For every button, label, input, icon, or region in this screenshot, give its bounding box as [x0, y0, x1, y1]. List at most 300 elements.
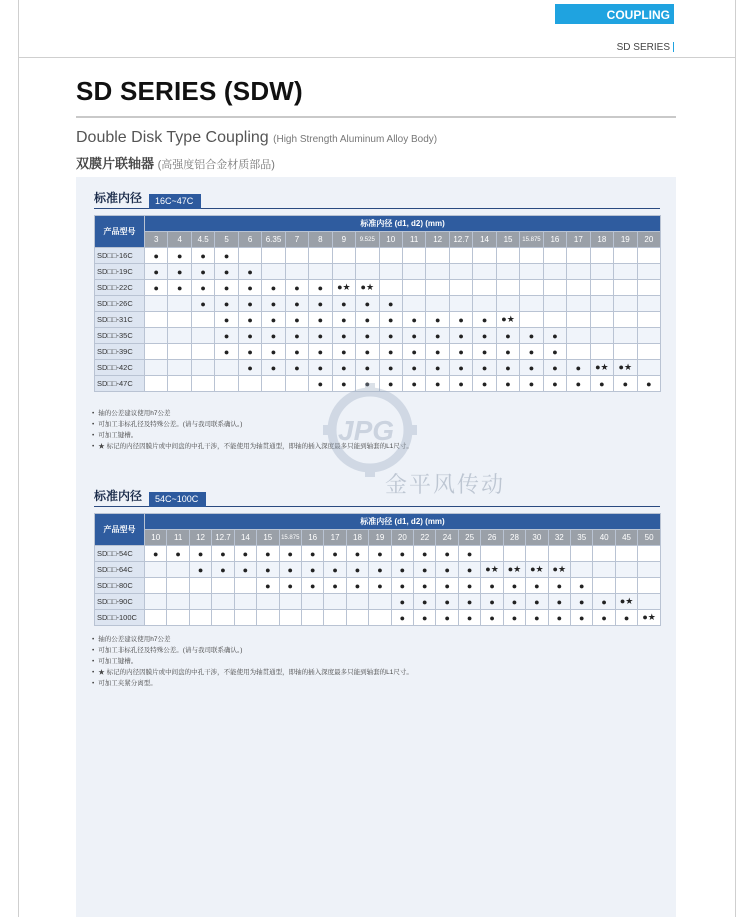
- availability-cell: ●: [543, 328, 566, 344]
- availability-cell: ●: [301, 562, 323, 578]
- availability-cell: [191, 360, 214, 376]
- availability-cell: [496, 280, 519, 296]
- availability-cell: [168, 344, 191, 360]
- availability-cell: [285, 264, 308, 280]
- availability-cell: [167, 562, 189, 578]
- availability-cell: [379, 248, 402, 264]
- availability-cell: [212, 578, 234, 594]
- availability-cell: [168, 376, 191, 392]
- availability-cell: ●: [301, 578, 323, 594]
- availability-cell: [379, 264, 402, 280]
- availability-cell: [614, 280, 637, 296]
- availability-cell: ●: [369, 546, 391, 562]
- table-row: [95, 546, 661, 562]
- availability-cell: [145, 562, 167, 578]
- availability-cell: ●: [279, 578, 301, 594]
- model-name-cell: SD□□-22C: [95, 280, 145, 296]
- availability-cell: ●: [548, 578, 570, 594]
- availability-cell: ●: [481, 578, 503, 594]
- availability-cell: [189, 578, 211, 594]
- bore-size-header: 24: [436, 530, 458, 546]
- availability-cell: [567, 248, 590, 264]
- availability-cell: ●: [526, 610, 548, 626]
- watermark-text: 金平风传动: [385, 472, 506, 497]
- availability-cell: ●: [145, 264, 168, 280]
- table-row: [95, 296, 661, 312]
- availability-cell: [615, 578, 637, 594]
- availability-cell: ●: [234, 546, 256, 562]
- availability-cell: ●: [309, 312, 332, 328]
- availability-cell: [191, 376, 214, 392]
- bore-size-header: 18: [346, 530, 368, 546]
- availability-cell: ●: [426, 328, 449, 344]
- availability-cell: ●: [458, 562, 480, 578]
- availability-cell: ●: [285, 296, 308, 312]
- availability-cell: [234, 594, 256, 610]
- availability-cell: ●: [379, 376, 402, 392]
- availability-cell: [168, 296, 191, 312]
- model-name-cell: SD□□-100C: [95, 610, 145, 626]
- availability-cell: ●: [309, 360, 332, 376]
- availability-cell: ●: [168, 248, 191, 264]
- availability-cell: ●: [262, 328, 285, 344]
- availability-cell: ●: [262, 344, 285, 360]
- availability-cell: [324, 610, 346, 626]
- section1-range-badge: 16C~47C: [149, 194, 201, 209]
- availability-cell: ●: [285, 280, 308, 296]
- availability-cell: [215, 360, 238, 376]
- availability-cell: ●★: [590, 360, 613, 376]
- availability-cell: ●: [212, 546, 234, 562]
- availability-cell: [567, 328, 590, 344]
- model-name-cell: SD□□-42C: [95, 360, 145, 376]
- availability-cell: [212, 594, 234, 610]
- availability-cell: [473, 248, 496, 264]
- availability-cell: ●: [391, 546, 413, 562]
- availability-cell: [590, 312, 613, 328]
- availability-cell: [614, 312, 637, 328]
- availability-cell: ●: [436, 594, 458, 610]
- availability-cell: ●★: [496, 312, 519, 328]
- availability-cell: [593, 546, 615, 562]
- availability-cell: ●: [473, 312, 496, 328]
- availability-cell: ●: [481, 594, 503, 610]
- availability-cell: ●: [215, 312, 238, 328]
- note-item: • ★ 标记的内径因膜片或中间盘的中孔干涉，不能使用为轴贯通型，即轴的插入深度最多只能到轴套的L1尺寸。: [92, 667, 413, 678]
- availability-cell: [638, 578, 661, 594]
- availability-cell: ●: [189, 546, 211, 562]
- availability-cell: [309, 248, 332, 264]
- availability-cell: [615, 546, 637, 562]
- availability-cell: [543, 264, 566, 280]
- availability-cell: ●: [309, 376, 332, 392]
- availability-cell: ●: [379, 312, 402, 328]
- category-badge: COUPLING: [555, 4, 674, 24]
- availability-cell: ●: [567, 360, 590, 376]
- availability-cell: ●: [567, 376, 590, 392]
- availability-cell: [262, 248, 285, 264]
- availability-cell: [593, 578, 615, 594]
- availability-cell: ●: [458, 610, 480, 626]
- table-row: [95, 328, 661, 344]
- bore-size-header: 18: [590, 232, 613, 248]
- availability-cell: ●: [167, 546, 189, 562]
- availability-cell: [332, 248, 355, 264]
- availability-cell: [590, 344, 613, 360]
- availability-cell: ●: [414, 594, 436, 610]
- availability-cell: ●: [593, 610, 615, 626]
- availability-cell: ●: [414, 562, 436, 578]
- availability-cell: ●: [473, 360, 496, 376]
- availability-cell: ●: [614, 376, 637, 392]
- section2-notes: [92, 634, 413, 689]
- availability-cell: ●: [458, 578, 480, 594]
- availability-cell: ●: [571, 610, 593, 626]
- availability-cell: [449, 296, 472, 312]
- availability-cell: [145, 610, 167, 626]
- availability-cell: ●: [215, 264, 238, 280]
- note-item: • 可加工非标孔径及特殊公差。(请与我司联系确认。): [92, 645, 413, 656]
- availability-cell: ●: [402, 376, 425, 392]
- availability-cell: [590, 264, 613, 280]
- model-column-header: 产品型号: [95, 216, 145, 248]
- availability-cell: [332, 264, 355, 280]
- bore-size-header: 17: [324, 530, 346, 546]
- bore-size-header: 50: [638, 530, 661, 546]
- availability-cell: ●: [356, 344, 379, 360]
- availability-cell: ●: [309, 344, 332, 360]
- section1-notes: [92, 408, 413, 452]
- availability-cell: ●: [543, 376, 566, 392]
- availability-cell: ●: [356, 328, 379, 344]
- availability-cell: ●: [309, 280, 332, 296]
- availability-cell: [567, 264, 590, 280]
- bore-size-header: 6.35: [262, 232, 285, 248]
- availability-cell: ●: [191, 248, 214, 264]
- availability-cell: ●: [458, 594, 480, 610]
- availability-cell: ●: [402, 360, 425, 376]
- availability-cell: ●: [215, 296, 238, 312]
- availability-cell: ●: [391, 594, 413, 610]
- availability-cell: ●: [414, 546, 436, 562]
- availability-cell: [638, 594, 661, 610]
- bore-size-header: 22: [414, 530, 436, 546]
- availability-cell: ●: [309, 296, 332, 312]
- availability-cell: [168, 312, 191, 328]
- availability-cell: [615, 562, 637, 578]
- model-name-cell: SD□□-90C: [95, 594, 145, 610]
- availability-cell: ●: [285, 344, 308, 360]
- bore-size-header: 26: [481, 530, 503, 546]
- table-row: [95, 610, 661, 626]
- availability-cell: [614, 344, 637, 360]
- series-tag: [560, 42, 674, 53]
- bore-size-header: 14: [234, 530, 256, 546]
- availability-cell: [301, 610, 323, 626]
- availability-cell: [145, 328, 168, 344]
- bore-size-header: 11: [167, 530, 189, 546]
- availability-cell: [520, 280, 543, 296]
- availability-cell: [402, 280, 425, 296]
- availability-cell: [449, 264, 472, 280]
- note-item: • ★ 标记的内径因膜片或中间盘的中孔干涉，不能使用为轴贯通型，即轴的插入深度最多只能到轴套的L1尺寸。: [92, 441, 413, 452]
- availability-cell: ●: [503, 594, 525, 610]
- bore-size-header: 4.5: [191, 232, 214, 248]
- bore-size-header: 14: [473, 232, 496, 248]
- availability-cell: ●: [473, 344, 496, 360]
- availability-cell: [145, 344, 168, 360]
- availability-cell: [638, 562, 661, 578]
- availability-cell: [145, 376, 168, 392]
- availability-cell: [238, 376, 261, 392]
- availability-cell: ●: [356, 312, 379, 328]
- availability-cell: ●: [191, 296, 214, 312]
- availability-cell: [168, 328, 191, 344]
- availability-cell: ●: [637, 376, 661, 392]
- bore-size-header: 32: [548, 530, 570, 546]
- availability-cell: ●: [379, 328, 402, 344]
- availability-cell: [520, 296, 543, 312]
- availability-cell: ●: [262, 360, 285, 376]
- availability-cell: [520, 264, 543, 280]
- availability-cell: [356, 248, 379, 264]
- availability-cell: ●: [436, 562, 458, 578]
- availability-cell: [215, 376, 238, 392]
- bore-size-header: 19: [614, 232, 637, 248]
- availability-cell: ●: [548, 594, 570, 610]
- table-row: [95, 264, 661, 280]
- availability-cell: ●: [402, 312, 425, 328]
- model-name-cell: SD□□-64C: [95, 562, 145, 578]
- availability-cell: ●: [332, 344, 355, 360]
- availability-cell: [503, 546, 525, 562]
- availability-cell: ●: [548, 610, 570, 626]
- availability-cell: ●: [543, 344, 566, 360]
- availability-cell: ●: [402, 344, 425, 360]
- availability-cell: [567, 312, 590, 328]
- availability-cell: ●: [481, 610, 503, 626]
- availability-cell: [637, 344, 661, 360]
- availability-cell: [167, 594, 189, 610]
- availability-cell: ●: [279, 562, 301, 578]
- availability-cell: ●: [379, 344, 402, 360]
- availability-cell: ●: [414, 578, 436, 594]
- bore-size-header: 15.875: [520, 232, 543, 248]
- bore-size-header: 16: [301, 530, 323, 546]
- availability-cell: [145, 360, 168, 376]
- model-name-cell: SD□□-35C: [95, 328, 145, 344]
- availability-cell: ●: [496, 328, 519, 344]
- availability-cell: [301, 594, 323, 610]
- availability-cell: ●: [436, 546, 458, 562]
- availability-cell: ●: [346, 578, 368, 594]
- subtitle-chinese-main: 双膜片联轴器: [76, 156, 155, 171]
- bore-size-header: 7: [285, 232, 308, 248]
- availability-cell: [324, 594, 346, 610]
- availability-cell: ●: [332, 296, 355, 312]
- availability-cell: [637, 328, 661, 344]
- availability-cell: ●: [168, 280, 191, 296]
- availability-cell: ●: [615, 610, 637, 626]
- availability-cell: [473, 264, 496, 280]
- table-row: [95, 248, 661, 264]
- availability-cell: ●: [145, 546, 167, 562]
- availability-cell: ●: [449, 376, 472, 392]
- availability-cell: ●: [414, 610, 436, 626]
- availability-cell: [346, 594, 368, 610]
- availability-cell: ●: [520, 360, 543, 376]
- model-name-cell: SD□□-39C: [95, 344, 145, 360]
- availability-cell: [637, 280, 661, 296]
- availability-cell: ●: [503, 578, 525, 594]
- availability-cell: ●★: [614, 360, 637, 376]
- table-row: [95, 594, 661, 610]
- model-name-cell: SD□□-31C: [95, 312, 145, 328]
- subtitle-english-main: Double Disk Type Coupling: [76, 129, 269, 146]
- table-row: [95, 562, 661, 578]
- availability-cell: ●: [238, 328, 261, 344]
- bore-table-16c-47c: [94, 215, 661, 392]
- availability-cell: ●: [436, 610, 458, 626]
- availability-cell: ●: [212, 562, 234, 578]
- availability-cell: ●★: [548, 562, 570, 578]
- bore-diameter-header: 标准内径 (d1, d2) (mm): [145, 514, 661, 530]
- availability-cell: ●: [145, 248, 168, 264]
- bore-size-header: 15: [257, 530, 279, 546]
- availability-cell: [426, 248, 449, 264]
- availability-cell: [379, 280, 402, 296]
- bore-size-header: 12.7: [212, 530, 234, 546]
- bore-size-header: 11: [402, 232, 425, 248]
- availability-cell: [567, 344, 590, 360]
- section2-range-badge: 54C~100C: [149, 492, 206, 507]
- availability-cell: [402, 248, 425, 264]
- availability-cell: ●: [520, 376, 543, 392]
- bore-size-header: 9: [332, 232, 355, 248]
- table-row: [95, 578, 661, 594]
- availability-cell: ●: [379, 360, 402, 376]
- bore-size-header: 19: [369, 530, 391, 546]
- availability-cell: ●: [145, 280, 168, 296]
- series-tag-label: SD SERIES: [616, 42, 670, 53]
- availability-cell: ●: [356, 360, 379, 376]
- availability-cell: [590, 248, 613, 264]
- availability-cell: [309, 264, 332, 280]
- availability-cell: [543, 312, 566, 328]
- availability-cell: ●: [189, 562, 211, 578]
- availability-cell: ●: [332, 328, 355, 344]
- availability-cell: ●: [257, 578, 279, 594]
- availability-cell: ●★: [615, 594, 637, 610]
- availability-cell: ●: [473, 328, 496, 344]
- availability-cell: ●: [238, 280, 261, 296]
- availability-cell: [257, 610, 279, 626]
- note-item: • 轴的公差建议使用h7公差: [92, 634, 413, 645]
- availability-cell: [590, 296, 613, 312]
- availability-cell: ●: [238, 360, 261, 376]
- availability-cell: [262, 264, 285, 280]
- model-name-cell: SD□□-47C: [95, 376, 145, 392]
- page-title: SD SERIES (SDW): [76, 76, 303, 106]
- subtitle-chinese: [76, 153, 275, 172]
- availability-cell: [257, 594, 279, 610]
- availability-cell: ●: [262, 296, 285, 312]
- availability-cell: [426, 280, 449, 296]
- availability-cell: ●: [426, 360, 449, 376]
- availability-cell: ●: [369, 578, 391, 594]
- availability-cell: ●: [238, 312, 261, 328]
- section2-heading: [94, 486, 660, 507]
- availability-cell: ●: [309, 328, 332, 344]
- availability-cell: ●: [234, 562, 256, 578]
- availability-cell: ●: [191, 264, 214, 280]
- section1-title: 标准内径: [94, 191, 143, 205]
- availability-cell: [481, 546, 503, 562]
- availability-cell: [637, 248, 661, 264]
- availability-cell: ●: [324, 562, 346, 578]
- availability-cell: [426, 296, 449, 312]
- availability-cell: ●: [346, 562, 368, 578]
- availability-cell: [279, 594, 301, 610]
- availability-cell: ●: [458, 546, 480, 562]
- bore-size-header: 45: [615, 530, 637, 546]
- availability-cell: ●: [449, 328, 472, 344]
- availability-cell: [473, 296, 496, 312]
- availability-cell: [567, 296, 590, 312]
- availability-cell: ●: [191, 280, 214, 296]
- bore-size-header: 20: [391, 530, 413, 546]
- model-name-cell: SD□□-16C: [95, 248, 145, 264]
- availability-cell: [593, 562, 615, 578]
- availability-cell: ●: [520, 344, 543, 360]
- subtitle-english: [76, 129, 437, 147]
- availability-cell: ●: [520, 328, 543, 344]
- availability-cell: [548, 546, 570, 562]
- availability-cell: [426, 264, 449, 280]
- bore-size-header: 12: [189, 530, 211, 546]
- availability-cell: ●: [215, 344, 238, 360]
- subtitle-english-note: (High Strength Aluminum Alloy Body): [273, 134, 438, 145]
- availability-cell: ●: [391, 562, 413, 578]
- availability-cell: ●: [262, 312, 285, 328]
- bore-size-header: 10: [145, 530, 167, 546]
- availability-cell: [449, 280, 472, 296]
- availability-cell: [567, 280, 590, 296]
- model-name-cell: SD□□-19C: [95, 264, 145, 280]
- availability-cell: [571, 562, 593, 578]
- bore-size-header: 10: [379, 232, 402, 248]
- availability-cell: ●★: [526, 562, 548, 578]
- availability-cell: [638, 546, 661, 562]
- bore-size-header: 8: [309, 232, 332, 248]
- availability-cell: [238, 248, 261, 264]
- availability-cell: ●: [324, 578, 346, 594]
- availability-cell: ●: [285, 328, 308, 344]
- availability-cell: [449, 248, 472, 264]
- bore-size-header: 4: [168, 232, 191, 248]
- availability-cell: [285, 248, 308, 264]
- table-row: [95, 344, 661, 360]
- availability-cell: ●: [332, 376, 355, 392]
- bore-size-header: 40: [593, 530, 615, 546]
- availability-cell: ●: [449, 312, 472, 328]
- availability-cell: [496, 248, 519, 264]
- availability-cell: ●: [238, 264, 261, 280]
- bore-size-header: 25: [458, 530, 480, 546]
- availability-cell: ●: [215, 328, 238, 344]
- bore-size-header: 3: [145, 232, 168, 248]
- availability-cell: [614, 264, 637, 280]
